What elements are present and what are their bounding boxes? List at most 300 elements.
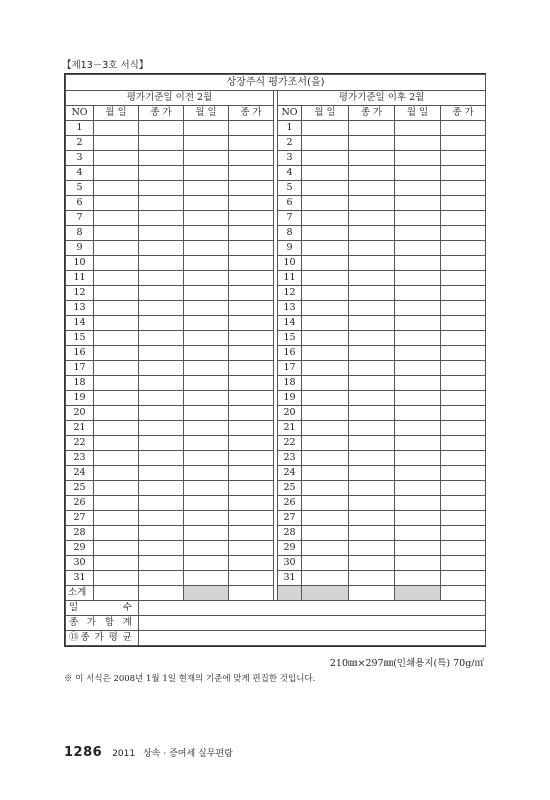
after-entry-cell [349,436,395,451]
before-entry-cell [94,451,139,466]
before-entry-cell [184,271,229,286]
after-row-number: 25 [278,481,302,496]
after-entry-cell [441,151,486,166]
table-row [66,271,486,286]
after-entry-cell [349,466,395,481]
after-no-header: NO [278,106,302,121]
before-entry-cell [184,526,229,541]
after-entry-cell [395,151,441,166]
before-row-number: 15 [66,331,94,346]
after-row-number: 21 [278,421,302,436]
after-entry-cell [395,346,441,361]
before-entry-cell [94,196,139,211]
after-entry-cell [302,526,349,541]
table-row [66,526,486,541]
after-entry-cell [302,331,349,346]
before-price-header-2: 종 가 [229,106,274,121]
after-entry-cell [302,436,349,451]
before-entry-cell [184,451,229,466]
before-entry-cell [139,346,184,361]
before-row-number: 25 [66,481,94,496]
after-entry-cell [349,391,395,406]
after-row-number: 15 [278,331,302,346]
before-entry-cell [94,121,139,136]
after-entry-cell [302,466,349,481]
after-entry-cell [441,271,486,286]
before-row-number: 12 [66,286,94,301]
after-entry-cell [441,391,486,406]
before-entry-cell [139,151,184,166]
before-entry-cell [139,121,184,136]
after-row-number: 7 [278,211,302,226]
before-entry-cell [139,436,184,451]
after-date-header-1: 월 일 [302,106,349,121]
before-entry-cell [184,211,229,226]
subtotal-cell [349,586,395,601]
before-entry-cell [184,166,229,181]
before-entry-cell [184,496,229,511]
after-entry-cell [302,196,349,211]
after-row-number: 18 [278,376,302,391]
table-row [66,361,486,376]
price-sum-row [66,616,486,631]
before-row-number: 27 [66,511,94,526]
after-row-number: 8 [278,226,302,241]
after-entry-cell [395,436,441,451]
before-entry-cell [94,301,139,316]
before-row-number: 20 [66,406,94,421]
after-entry-cell [349,421,395,436]
after-entry-cell [441,256,486,271]
before-entry-cell [139,526,184,541]
before-entry-cell [94,241,139,256]
after-entry-cell [302,271,349,286]
after-row-number: 30 [278,556,302,571]
before-entry-cell [139,316,184,331]
after-price-header-2: 종 가 [441,106,486,121]
after-entry-cell [395,541,441,556]
after-entry-cell [302,226,349,241]
before-entry-cell [229,211,274,226]
before-entry-cell [229,406,274,421]
before-entry-cell [94,421,139,436]
before-entry-cell [139,376,184,391]
before-entry-cell [229,286,274,301]
table-row [66,256,486,271]
after-entry-cell [349,511,395,526]
after-entry-cell [395,496,441,511]
after-entry-cell [441,496,486,511]
after-entry-cell [349,556,395,571]
after-entry-cell [349,271,395,286]
after-entry-cell [441,556,486,571]
after-row-number: 31 [278,571,302,586]
before-entry-cell [139,181,184,196]
after-entry-cell [349,166,395,181]
before-entry-cell [139,226,184,241]
before-date-header-2: 월 일 [184,106,229,121]
before-entry-cell [139,136,184,151]
before-entry-cell [184,481,229,496]
after-entry-cell [349,496,395,511]
before-row-number: 21 [66,421,94,436]
table-row [66,226,486,241]
before-entry-cell [184,256,229,271]
before-entry-cell [139,241,184,256]
subtotal-cell [229,586,274,601]
before-entry-cell [139,406,184,421]
before-entry-cell [94,271,139,286]
before-entry-cell [184,556,229,571]
after-entry-cell [349,346,395,361]
after-entry-cell [441,166,486,181]
before-entry-cell [139,451,184,466]
after-entry-cell [395,391,441,406]
before-entry-cell [184,571,229,586]
after-row-number: 5 [278,181,302,196]
before-entry-cell [184,376,229,391]
table-row [66,331,486,346]
before-entry-cell [94,136,139,151]
before-entry-cell [94,181,139,196]
page-footer [64,741,233,760]
after-entry-cell [395,181,441,196]
before-entry-cell [139,556,184,571]
before-entry-cell [229,151,274,166]
table-row [66,241,486,256]
before-row-number: 4 [66,166,94,181]
after-entry-cell [302,181,349,196]
table-row [66,421,486,436]
before-no-header: NO [66,106,94,121]
before-row-number: 29 [66,541,94,556]
days-row [66,601,486,616]
after-entry-cell [395,241,441,256]
before-row-number: 9 [66,241,94,256]
before-entry-cell [184,391,229,406]
before-entry-cell [229,166,274,181]
after-entry-cell [395,331,441,346]
after-row-number: 29 [278,541,302,556]
after-entry-cell [302,391,349,406]
before-entry-cell [229,316,274,331]
before-row-number: 1 [66,121,94,136]
after-row-number: 6 [278,196,302,211]
after-entry-cell [441,286,486,301]
table-row [66,436,486,451]
after-entry-cell [349,451,395,466]
before-row-number: 6 [66,196,94,211]
after-row-number: 10 [278,256,302,271]
before-row-number: 2 [66,136,94,151]
before-entry-cell [229,346,274,361]
valuation-table [65,74,486,646]
before-entry-cell [139,541,184,556]
before-entry-cell [184,406,229,421]
before-entry-cell [94,466,139,481]
before-entry-cell [139,331,184,346]
subtotal-cell [441,586,486,601]
after-entry-cell [302,496,349,511]
after-entry-cell [349,406,395,421]
before-entry-cell [184,361,229,376]
subtotal-cell [139,586,184,601]
after-entry-cell [441,421,486,436]
after-entry-cell [395,256,441,271]
subtotal-shaded-cell [278,586,302,601]
after-entry-cell [349,571,395,586]
price-sum-value-cell [139,616,486,631]
before-entry-cell [94,556,139,571]
after-row-number: 1 [278,121,302,136]
footer-year: 2011 [112,749,136,759]
table-row [66,466,486,481]
table-row [66,496,486,511]
before-entry-cell [94,511,139,526]
before-entry-cell [94,376,139,391]
table-row [66,211,486,226]
after-entry-cell [302,361,349,376]
after-entry-cell [349,316,395,331]
before-entry-cell [229,136,274,151]
after-entry-cell [441,376,486,391]
after-entry-cell [441,346,486,361]
page-number: 1286 [64,745,103,760]
before-row-number: 8 [66,226,94,241]
after-entry-cell [302,286,349,301]
after-entry-cell [395,481,441,496]
table-row [66,301,486,316]
after-entry-cell [302,571,349,586]
before-entry-cell [229,541,274,556]
after-row-number: 28 [278,526,302,541]
after-row-number: 20 [278,406,302,421]
subtotal-label: 소계 [66,586,94,601]
before-entry-cell [139,286,184,301]
table-row [66,136,486,151]
after-row-number: 14 [278,316,302,331]
table-row [66,481,486,496]
after-row-number: 19 [278,391,302,406]
subtotal-cell [94,586,139,601]
before-entry-cell [229,256,274,271]
before-row-number: 3 [66,151,94,166]
before-entry-cell [184,436,229,451]
before-entry-cell [229,421,274,436]
after-entry-cell [441,331,486,346]
after-entry-cell [441,541,486,556]
table-row [66,181,486,196]
after-entry-cell [349,136,395,151]
after-entry-cell [302,166,349,181]
before-entry-cell [139,421,184,436]
before-entry-cell [139,571,184,586]
after-period-header: 평가기준일 이후 2월 [278,91,486,106]
subtotal-shaded-cell [184,586,229,601]
before-entry-cell [184,121,229,136]
before-entry-cell [184,196,229,211]
before-entry-cell [139,496,184,511]
before-entry-cell [184,466,229,481]
before-row-number: 17 [66,361,94,376]
before-entry-cell [139,466,184,481]
before-entry-cell [184,226,229,241]
before-entry-cell [94,226,139,241]
after-row-number: 3 [278,151,302,166]
before-entry-cell [229,331,274,346]
before-entry-cell [94,316,139,331]
before-entry-cell [229,526,274,541]
before-row-number: 5 [66,181,94,196]
after-entry-cell [302,406,349,421]
after-entry-cell [395,511,441,526]
table-row [66,511,486,526]
after-date-header-2: 월 일 [395,106,441,121]
after-entry-cell [441,211,486,226]
before-entry-cell [229,481,274,496]
price-sum-label: 종 가 합 계 [66,616,139,631]
days-label: 일 수 [66,601,139,616]
before-entry-cell [229,301,274,316]
before-entry-cell [94,166,139,181]
subtotal-row [66,586,486,601]
before-entry-cell [94,526,139,541]
after-entry-cell [302,151,349,166]
after-row-number: 9 [278,241,302,256]
before-entry-cell [184,136,229,151]
after-entry-cell [395,451,441,466]
before-date-header-1: 월 일 [94,106,139,121]
before-entry-cell [184,421,229,436]
before-entry-cell [184,286,229,301]
after-entry-cell [441,406,486,421]
before-entry-cell [94,361,139,376]
after-entry-cell [441,571,486,586]
after-entry-cell [395,226,441,241]
after-entry-cell [441,511,486,526]
after-entry-cell [441,481,486,496]
after-entry-cell [349,361,395,376]
after-entry-cell [441,436,486,451]
after-entry-cell [349,256,395,271]
price-average-label: ⑬종 가 평 균 [66,631,139,646]
after-entry-cell [441,196,486,211]
after-entry-cell [349,286,395,301]
before-row-number: 16 [66,346,94,361]
before-entry-cell [139,301,184,316]
before-entry-cell [229,496,274,511]
after-entry-cell [302,301,349,316]
before-entry-cell [94,346,139,361]
before-entry-cell [94,151,139,166]
after-entry-cell [395,271,441,286]
table-row [66,451,486,466]
after-entry-cell [395,286,441,301]
before-entry-cell [94,406,139,421]
before-entry-cell [184,331,229,346]
footer-book-title: 상속 · 증여세 실무편람 [143,749,233,759]
before-entry-cell [184,346,229,361]
after-entry-cell [395,526,441,541]
before-entry-cell [229,196,274,211]
before-row-number: 22 [66,436,94,451]
after-entry-cell [395,166,441,181]
before-entry-cell [229,241,274,256]
after-price-header-1: 종 가 [349,106,395,121]
after-entry-cell [395,196,441,211]
after-entry-cell [302,481,349,496]
subtotal-shaded-cell [395,586,441,601]
after-entry-cell [441,451,486,466]
days-value-cell [139,601,486,616]
after-entry-cell [349,541,395,556]
before-entry-cell [229,511,274,526]
after-row-number: 26 [278,496,302,511]
after-row-number: 12 [278,286,302,301]
after-entry-cell [302,451,349,466]
before-entry-cell [184,151,229,166]
after-row-number: 11 [278,271,302,286]
before-entry-cell [139,256,184,271]
before-entry-cell [184,316,229,331]
after-entry-cell [395,211,441,226]
after-entry-cell [302,346,349,361]
before-entry-cell [184,301,229,316]
before-entry-cell [139,166,184,181]
before-row-number: 7 [66,211,94,226]
before-entry-cell [94,391,139,406]
table-row [66,286,486,301]
before-entry-cell [184,541,229,556]
after-entry-cell [349,301,395,316]
form-title: 상장주식 평가조서(을) [66,75,486,91]
after-entry-cell [441,466,486,481]
table-row [66,121,486,136]
before-entry-cell [139,511,184,526]
after-entry-cell [395,376,441,391]
form-number-label: 【제13－3호 서식】 [62,60,149,71]
before-entry-cell [229,556,274,571]
after-entry-cell [302,541,349,556]
after-row-number: 17 [278,361,302,376]
before-row-number: 13 [66,301,94,316]
before-entry-cell [229,436,274,451]
after-entry-cell [441,136,486,151]
after-entry-cell [349,196,395,211]
table-row [66,571,486,586]
before-period-header: 평가기준일 이전 2월 [66,91,274,106]
table-row [66,406,486,421]
paper-size-note: 210㎜×297㎜(인쇄용지(특) 70g/㎡ [329,658,484,669]
before-row-number: 30 [66,556,94,571]
before-entry-cell [94,481,139,496]
after-entry-cell [349,481,395,496]
after-entry-cell [441,241,486,256]
price-average-value-cell [139,631,486,646]
after-entry-cell [441,316,486,331]
before-entry-cell [184,181,229,196]
before-entry-cell [139,271,184,286]
after-entry-cell [441,526,486,541]
before-entry-cell [229,271,274,286]
edit-remark: ※ 이 서식은 2008년 1월 1일 현재의 기준에 맞게 편집한 것입니다. [64,674,316,684]
after-entry-cell [441,181,486,196]
before-entry-cell [139,481,184,496]
after-entry-cell [349,181,395,196]
after-entry-cell [349,331,395,346]
after-entry-cell [395,406,441,421]
before-row-number: 10 [66,256,94,271]
